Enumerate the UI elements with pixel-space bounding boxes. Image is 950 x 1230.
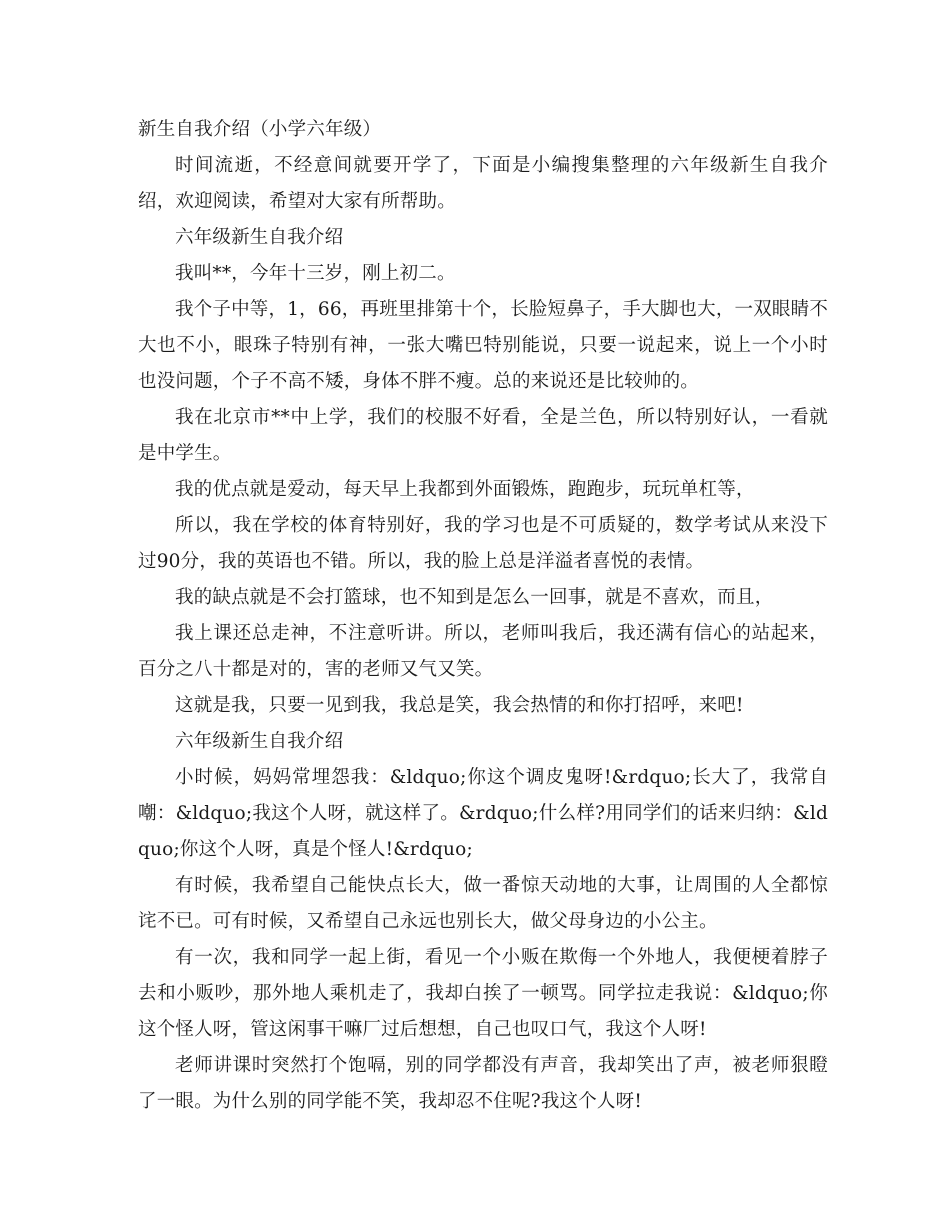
paragraph: 这就是我，只要一见到我，我总是笑，我会热情的和你打招呼，来吧! — [175, 695, 744, 716]
paragraph: 我在北京市**中上学，我们的校服不好看，全是兰色，所以特别好认，一看就是中学生。 — [138, 407, 828, 464]
paragraph: 小时候，妈妈常埋怨我：&ldquo;你这个调皮鬼呀!&rdquo;长大了，我常自嘲：&ldquo;我这个人呀，就这样了。&rdquo;什么样?用同学们的话来归纳：&ldquo;你这个人呀，真是个怪人!&rdquo; — [138, 767, 828, 860]
section-heading: 六年级新生自我介绍 — [175, 731, 344, 752]
paragraph-intro: 时间流逝，不经意间就要开学了，下面是小编搜集整理的六年级新生自我介绍，欢迎阅读，希望对大家有所帮助。 — [138, 155, 828, 212]
section-heading: 六年级新生自我介绍 — [175, 227, 344, 248]
paragraph: 有一次，我和同学一起上街，看见一个小贩在欺侮一个外地人，我便梗着脖子去和小贩吵，那外地人乘机走了，我却白挨了一顿骂。同学拉走我说：&ldquo;你这个怪人呀，管这闲事干嘛厂过后想想，自己也叹口气，我这个人呀! — [138, 947, 828, 1040]
document-title: 新生自我介绍（小学六年级） — [138, 119, 382, 140]
paragraph: 老师讲课时突然打个饱嗝，别的同学都没有声音，我却笑出了声，被老师狠瞪了一眼。为什么别的同学能不笑，我却忍不住呢?我这个人呀! — [138, 1055, 828, 1112]
paragraph: 我个子中等，1，66，再班里排第十个，长脸短鼻子，手大脚也大，一双眼睛不大也不小，眼珠子特别有神，一张大嘴巴特别能说，只要一说起来，说上一个小时也没问题，个子不高不矮，身体不胖不瘦。总的来说还是比较帅的。 — [138, 299, 829, 392]
document-body — [138, 112, 828, 1120]
paragraph: 我的优点就是爱动，每天早上我都到外面锻炼，跑跑步，玩玩单杠等， — [175, 479, 755, 500]
paragraph: 我的缺点就是不会打篮球，也不知到是怎么一回事，就是不喜欢，而且， — [175, 587, 774, 608]
paragraph: 我叫**，今年十三岁，刚上初二。 — [175, 263, 456, 284]
paragraph: 所以，我在学校的体育特别好，我的学习也是不可质疑的，数学考试从来没下过90分，我的英语也不错。所以，我的脸上总是洋溢者喜悦的表情。 — [138, 515, 828, 572]
paragraph: 我上课还总走神，不注意听讲。所以，老师叫我后，我还满有信心的站起来，百分之八十都是对的，害的老师又气又笑。 — [138, 623, 828, 680]
paragraph: 有时候，我希望自己能快点长大，做一番惊天动地的大事，让周围的人全都惊诧不已。可有时候，又希望自己永远也别长大，做父母身边的小公主。 — [138, 875, 828, 932]
